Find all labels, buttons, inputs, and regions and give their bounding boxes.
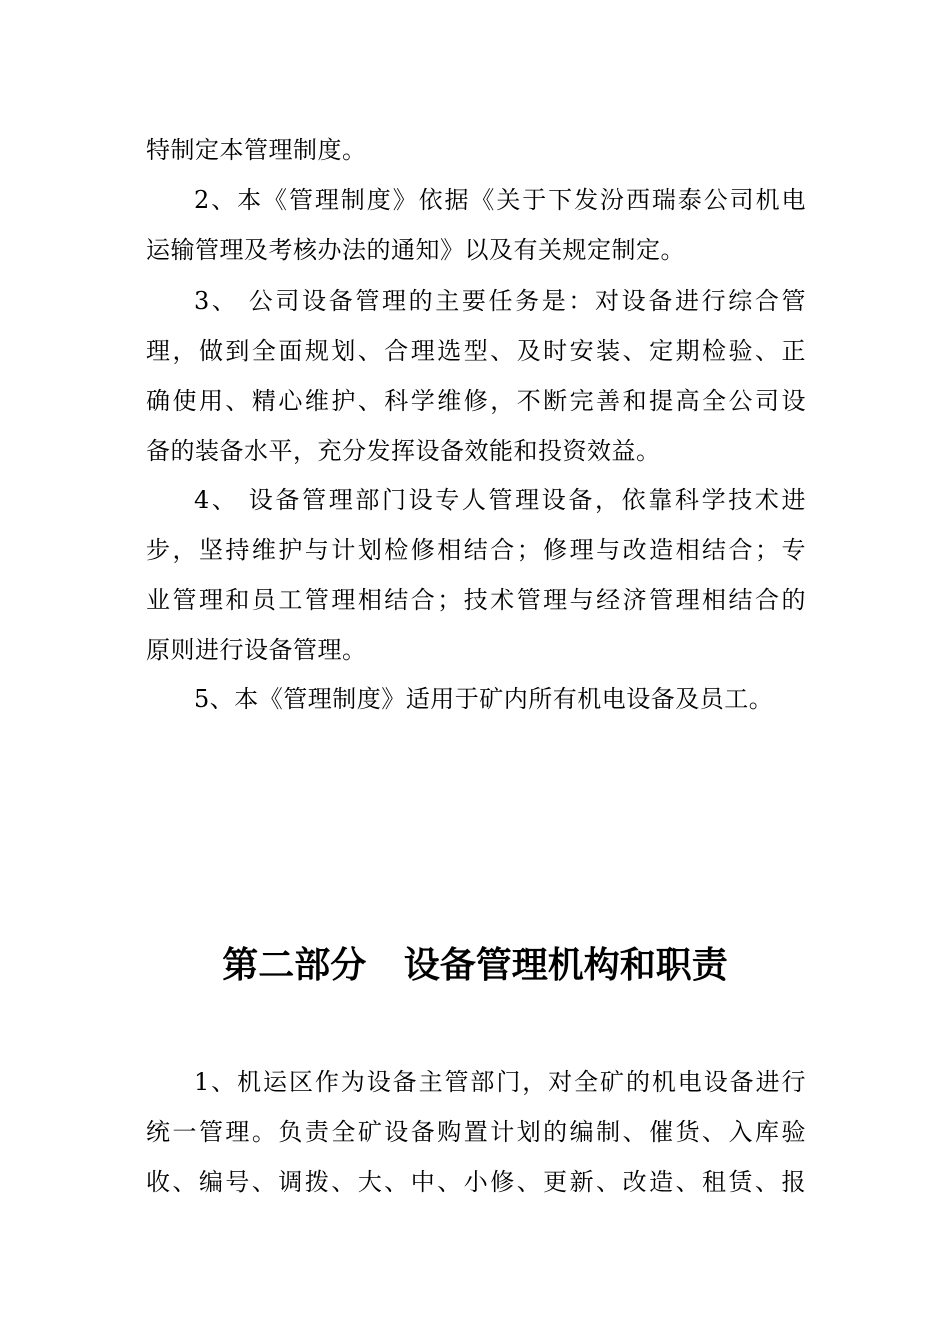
- paragraph-line: 运输管理及考核办法的通知》以及有关规定制定。: [146, 236, 685, 264]
- paragraph-line: 1、机运区作为设备主管部门，对全矿的机电设备进行: [194, 1068, 806, 1096]
- paragraph-line: 特制定本管理制度。: [146, 136, 367, 164]
- paragraph-line: 原则进行设备管理。: [146, 636, 367, 664]
- paragraph-line: 确使用、精心维护、科学维修，不断完善和提高全公司设: [146, 387, 806, 415]
- paragraph-line: 3、 公司设备管理的主要任务是：对设备进行综合管: [194, 287, 806, 315]
- paragraph-line: 步，坚持维护与计划检修相结合；修理与改造相结合；专: [146, 536, 806, 564]
- paragraph-line: 理，做到全面规划、合理选型、及时安装、定期检验、正: [146, 337, 806, 365]
- paragraph-line: 收、编号、调拨、大、中、小修、更新、改造、租赁、报: [146, 1168, 806, 1196]
- section-heading: 第二部分 设备管理机构和职责: [222, 945, 728, 986]
- paragraph-line: 业管理和员工管理相结合；技术管理与经济管理相结合的: [146, 586, 806, 614]
- paragraph-line: 备的装备水平，充分发挥设备效能和投资效益。: [146, 437, 661, 465]
- paragraph-line: 4、 设备管理部门设专人管理设备，依靠科学技术进: [194, 486, 806, 514]
- paragraph-line: 2、本《管理制度》依据《关于下发汾西瑞泰公司机电: [194, 186, 806, 214]
- paragraph-line: 5、本《管理制度》适用于矿内所有机电设备及员工。: [194, 685, 774, 713]
- paragraph-line: 统一管理。负责全矿设备购置计划的编制、催货、入库验: [146, 1118, 806, 1146]
